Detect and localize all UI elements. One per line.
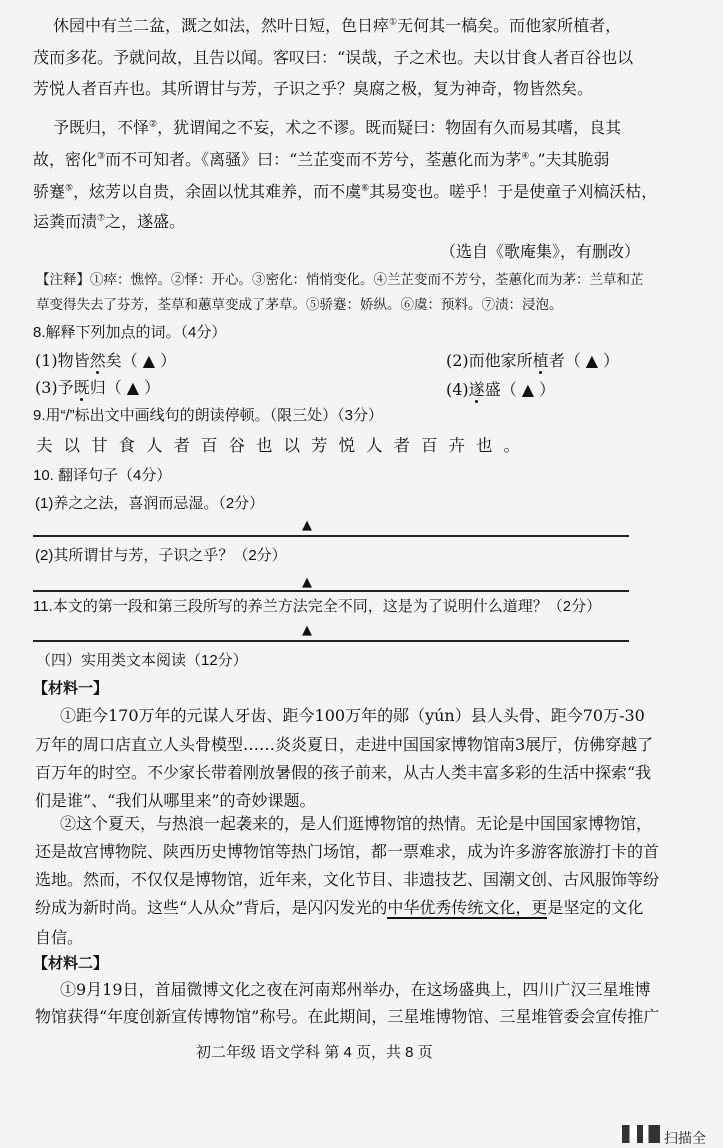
item-text: 者（ ▲ ） xyxy=(548,351,620,370)
question-8-item xyxy=(446,353,619,369)
answer-marker: ▲ xyxy=(302,575,312,590)
footnote-marker: ⑤ xyxy=(65,183,74,194)
question-8-item xyxy=(35,380,160,396)
underlined-phrase: 中华优秀传统文化，更 xyxy=(387,898,548,917)
passage-text: 故，密化 xyxy=(33,150,98,169)
passage-text: 而不可知者。《离骚》曰：“兰芷变而不芳兮，荃蕙化而为茅 xyxy=(105,150,522,169)
answer-marker: ▲ xyxy=(302,518,312,533)
material-line: ②这个夏天，与热浪一起袭来的，是人们逛博物馆的热情。无论是中国国家博物馆， xyxy=(60,814,653,833)
dotted-word: 既 xyxy=(73,378,90,397)
notes-line: 【注释】①瘁：憔悴。②怿：开心。③密化：悄悄变化。④兰芷变而不芳兮，荃蕙化而为茅：兰草和芷 xyxy=(36,272,644,287)
passage-text: ，犹谓闻之不妄，术之不谬。既而疑曰：物固有久而易其嗜，良其 xyxy=(157,118,622,137)
passage-line xyxy=(33,214,185,230)
passage-text: 无何其一槁矣。而他家所植者， xyxy=(397,16,622,35)
question-11-title: 11.本文的第一段和第三段所写的养兰方法完全不同，这是为了说明什么道理？（2分） xyxy=(33,598,602,615)
passage-text: 运粪而渍 xyxy=(33,212,98,231)
passage-line: 芳悦人者百卉也。其所谓甘与芳，子识之乎？臭腐之极，复为神奇，物皆然矣。 xyxy=(33,79,594,98)
question-10-title: 10. 翻译句子（4分） xyxy=(33,467,172,484)
passage-line xyxy=(53,120,621,136)
passage-line xyxy=(53,18,621,34)
answer-line[interactable] xyxy=(33,535,629,537)
material-line: 选地。然而，不仅仅是博物馆，近年来，文化节目、非遗技艺、国潮文创、古风服饰等纷 xyxy=(35,870,660,889)
notes-line: 草变得失去了芬芳，荃草和蕙草变成了茅草。⑤骄蹇：娇纵。⑥虞：预料。⑦渍：浸泡。 xyxy=(36,297,563,312)
material-line: 百万年的时空。不少家长带着刚放暑假的孩子前来，从古人类丰富多彩的生活中探索“我 xyxy=(35,763,652,782)
item-text: 矣（ ▲ ） xyxy=(105,351,177,370)
question-8-item xyxy=(446,382,555,398)
answer-marker: ▲ xyxy=(302,623,312,638)
material-2-label: 【材料二】 xyxy=(33,955,109,972)
footnote-marker: ① xyxy=(389,17,398,28)
material-line: ①9月19日，首届微博文化之夜在河南郑州举办，在这场盛典上，四川广汉三星堆博 xyxy=(60,980,651,999)
passage-text: ，炫芳以自贵，余固以忧其难养，而不虞 xyxy=(73,182,362,201)
section-4-title: （四）实用类文本阅读（12分） xyxy=(36,652,248,669)
passage-line xyxy=(33,152,610,168)
material-text: 纷成为新时尚。这些“人从众”背后，是闪闪发光的 xyxy=(35,898,388,917)
answer-line[interactable] xyxy=(33,640,629,642)
item-text: 盛（ ▲ ） xyxy=(484,380,556,399)
passage-text: 。”夫其脆弱 xyxy=(529,150,610,169)
page-footer: 初二年级 语文学科 第 4 页，共 8 页 xyxy=(196,1044,433,1061)
material-line: 物馆获得“年度创新宣传博物馆”称号。在此期间，三星堆博物馆、三星堆管委会宣传推广 xyxy=(35,1007,660,1026)
material-line: ①距今170万年的元谋人牙齿、距今100万年的郧（yún）县人头骨、距今70万-30 xyxy=(60,706,645,725)
dotted-word: 植 xyxy=(532,351,549,370)
passage-line: 茂而多花。予就问故，且告以闻。客叹曰：“误哉，子之术也。夫以甘食人者百谷也以 xyxy=(33,48,634,67)
footnote-marker: ⑥ xyxy=(361,183,370,194)
passage-line xyxy=(33,184,657,200)
material-text: 是坚定的文化 xyxy=(547,898,644,917)
passage-text: 予既归，不怿 xyxy=(53,118,150,137)
material-line: 万年的周口店直立人头骨模型……炎炎夏日，走进中国国家博物馆南3展厅，仿佛穿越了 xyxy=(35,735,654,754)
question-9-title: 9.用“/”标出文中画线句的朗读停顿。（限三处）（3分） xyxy=(33,407,384,424)
footnote-marker: ③ xyxy=(97,151,106,162)
item-text: (4) xyxy=(446,380,469,399)
question-10-item-1: (1)养之之法，喜润而忌湿。（2分） xyxy=(35,495,265,512)
passage-text: 之，遂盛。 xyxy=(105,212,186,231)
material-line: 们是谁”、“我们从哪里来”的奇妙课题。 xyxy=(35,791,316,810)
material-line xyxy=(35,900,643,916)
question-10-item-2: (2)其所谓甘与芳，子识之乎？（2分） xyxy=(35,547,287,564)
item-text: 归（ ▲ ） xyxy=(89,378,161,397)
material-1-label: 【材料一】 xyxy=(33,680,109,697)
question-8-item xyxy=(35,353,176,369)
material-line: 还是故宫博物院、陕西历史博物馆等热门场馆，都一票难求，成为许多游客旅游打卡的首 xyxy=(35,842,660,861)
passage-text: 其易变也。嗟乎！于是使童子刈槁沃枯， xyxy=(369,182,658,201)
question-9-sentence: 夫以甘食人者百谷也以芳悦人者百卉也。 xyxy=(36,436,531,455)
material-line: 自信。 xyxy=(35,928,84,947)
item-text: (3)予 xyxy=(35,378,74,397)
passage-text: 休园中有兰二盆，溉之如法，然叶日短，色日瘁 xyxy=(53,16,390,35)
footnote-marker: ④ xyxy=(521,151,530,162)
footnote-marker: ⑦ xyxy=(97,213,106,224)
dotted-word: 然 xyxy=(89,351,106,370)
footnote-marker: ② xyxy=(149,119,158,130)
scan-label: 扫描全 xyxy=(664,1130,706,1146)
passage-source: （选自《歌庵集》，有删改） xyxy=(440,242,641,261)
passage-text: 骄蹇 xyxy=(33,182,66,201)
qr-code-icon xyxy=(622,1125,660,1143)
question-8-title: 8.解释下列加点的词。（4分） xyxy=(33,324,227,341)
item-text: (2)而他家所 xyxy=(446,351,533,370)
item-text: (1)物皆 xyxy=(35,351,90,370)
dotted-word: 遂 xyxy=(468,380,485,399)
answer-line[interactable] xyxy=(33,590,629,592)
